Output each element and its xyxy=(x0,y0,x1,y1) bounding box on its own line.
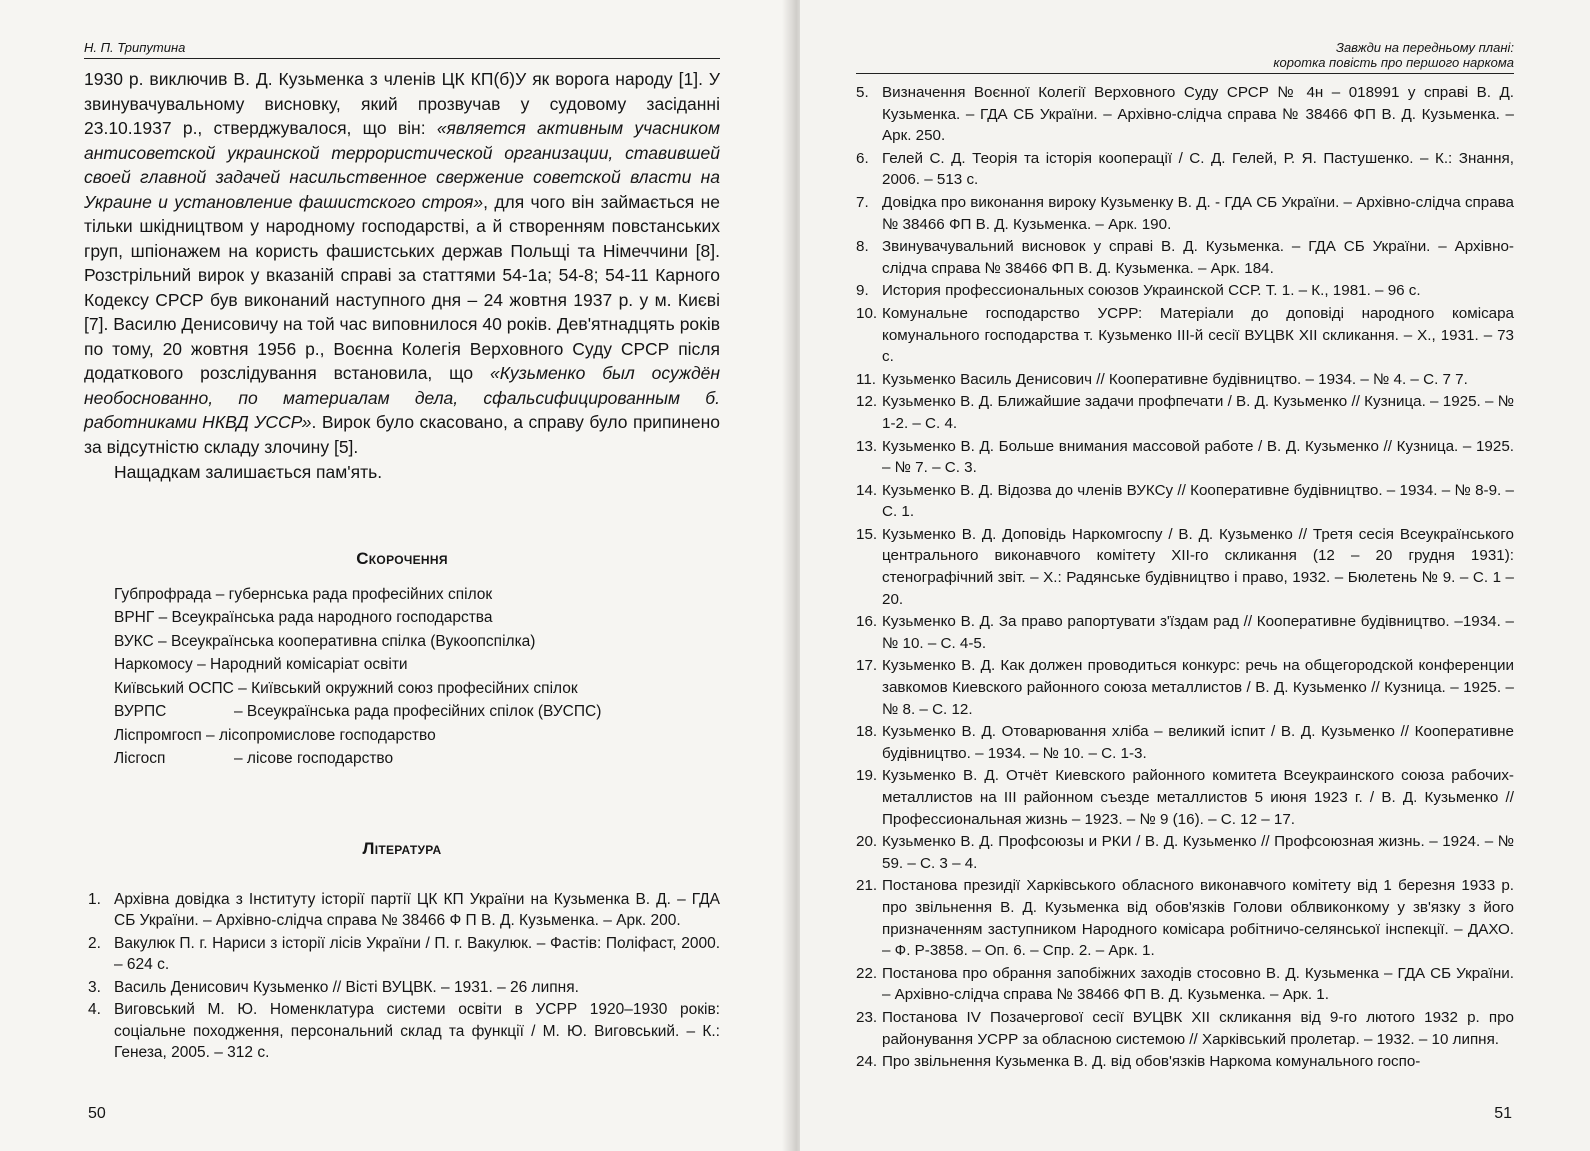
abbreviation-item xyxy=(114,630,720,654)
reference-text: Комунальне господарство УСРР: Матеріали до доповіді народного комісара комунального господарства т. Кузьменко ІІІ-й сесії ВУЦВК ХІІ скликання. – Х., 1931. – 73 с. xyxy=(882,304,1514,366)
paragraph-1-part-1: 1930 р. виключив В. Д. Кузьменка з членів ЦК КП(б)У як ворога народу [1]. У звинувачувальному висновку, який прозвучав у судовому засіданні 23.10.1937 р., стверджувалося, що він: xyxy=(84,69,720,138)
reference-item xyxy=(856,236,1514,279)
reference-item xyxy=(856,963,1514,1006)
left-page-number: 50 xyxy=(88,1105,106,1122)
abbreviation-item xyxy=(114,583,720,607)
reference-text: Кузьменко В. Д. Больше внимания массовой работе / В. Д. Кузьменко // Кузница. – 1925. – № 7. – С. 3. xyxy=(882,437,1514,477)
reference-text: Кузьменко Василь Денисович // Кооперативне будівництво. – 1934. – № 4. – С. 7 7. xyxy=(882,370,1468,388)
abbreviation-definition: – Народний комісаріат освіти xyxy=(192,656,408,673)
reference-text: Довідка про виконання вироку Кузьменку В. Д. - ГДА СБ України. – Архівно-слідча справа № 38466 ФП В. Д. Кузьменка. – Арк. 190. xyxy=(882,193,1514,233)
reference-item xyxy=(856,280,1514,302)
reference-item xyxy=(856,391,1514,434)
abbreviation-term: ВУКС xyxy=(114,632,154,650)
left-reference-list xyxy=(84,889,720,1064)
paragraph-1-quote-2: «Кузьменко был осуждён необоснованно, по материалам дела, сфальсифицированным б. работниками НКВД УССР» xyxy=(84,363,720,432)
abbreviation-definition: – Київський окружний союз професійних спілок xyxy=(233,679,578,697)
reference-item xyxy=(856,1051,1514,1073)
abbreviation-definition: – Всеукраїнська рада народного господарства xyxy=(154,609,493,626)
abbreviation-term: Київський ОСПС xyxy=(114,679,234,697)
paragraph-2-text: Нащадкам залишається пам'ять. xyxy=(114,462,383,482)
reference-item xyxy=(856,436,1514,479)
abbreviation-term: Наркомосу xyxy=(114,656,193,673)
right-running-head xyxy=(856,40,1514,74)
reference-number: 15. xyxy=(856,525,878,543)
reference-number: 6. xyxy=(856,149,869,167)
abbreviation-term: Губпрофрада xyxy=(114,585,212,603)
reference-number: 18. xyxy=(856,723,878,741)
reference-item xyxy=(856,611,1514,654)
abbreviation-definition: – губернська рада професійних спілок xyxy=(211,585,493,603)
right-running-head-line-1: Завжди на передньому плані: xyxy=(1335,40,1514,55)
abbreviation-term: Лісгосп xyxy=(114,750,166,767)
reference-number: 13. xyxy=(856,437,878,455)
paragraph-1-part-5: . Вирок було скасовано, а справу було припинено за відсутністю складу злочину [5]. xyxy=(84,412,720,457)
reference-item xyxy=(856,192,1514,235)
reference-number: 22. xyxy=(856,964,878,982)
reference-number: 14. xyxy=(856,481,878,499)
reference-text: Постанова про обрання запобіжних заходів стосовно В. Д. Кузьменка – ГДА СБ України. – Архівно-слідча справа № 38466 ФП В. Д. Кузьменка. – Арк. 1. xyxy=(882,964,1514,1004)
reference-number: 21. xyxy=(856,877,878,895)
reference-text: Звинувачувальний висновок у справі В. Д. Кузьменка. – ГДА СБ України. – Архівно-слідча справа № 38466 ФП В. Д. Кузьменка. – Арк. 184. xyxy=(882,238,1514,277)
reference-item xyxy=(84,999,720,1064)
reference-text: Кузьменко В. Д. За право рапортувати з'їздам рад // Кооперативне будівництво. –1934. – № 10. – С. 4-5. xyxy=(882,613,1514,652)
right-page-number: 51 xyxy=(1494,1105,1512,1122)
reference-text: Кузьменко В. Д. Відозва до членів ВУКСу // Кооперативне будівництво. – 1934. – № 8-9. – С. 1. xyxy=(882,481,1514,521)
right-page xyxy=(800,0,1590,1151)
reference-text: Постанова президії Харківського обласного виконавчого комітету від 1 березня 1933 р. про звільнення В. Д. Кузьменка від обов'язків Голови облвиконкому у зв'язку з його призначенням заступником Народного комісара робітничо-селянської інспекції. – ДАХО. – Ф. Р-3858. – Оп. 6. – Спр. 2. – Арк. 1. xyxy=(882,877,1514,960)
reference-item xyxy=(84,977,720,999)
right-reference-list xyxy=(856,82,1514,1073)
reference-number: 9. xyxy=(856,282,869,300)
reference-item xyxy=(856,303,1514,368)
reference-text: Вакулюк П. г. Нариси з історії лісів України / П. г. Вакулюк. – Фастів: Поліфаст, 2000. – 624 с. xyxy=(114,934,720,973)
reference-number: 4. xyxy=(88,1001,101,1018)
reference-text: Архівна довідка з Інституту історії партії ЦК КП України на Кузьменка В. Д. – ГДА СБ України. – Архівно-слідча справа № 38466 Ф П В. Д. Кузьменка. – Арк. 200. xyxy=(114,890,720,929)
reference-text: История профессиональных союзов Украинской ССР. Т. 1. – К., 1981. – 96 с. xyxy=(882,282,1421,300)
reference-number: 24. xyxy=(856,1053,878,1071)
abbreviation-item xyxy=(114,747,720,771)
abbreviations-list xyxy=(84,583,720,771)
reference-text: Кузьменко В. Д. Отоварювання хліба – великий іспит / В. Д. Кузьменко // Кооперативне будівництво. – 1934. – № 10. – С. 1-3. xyxy=(882,723,1514,762)
reference-number: 7. xyxy=(856,193,869,211)
reference-item xyxy=(856,369,1514,391)
reference-number: 17. xyxy=(856,657,878,675)
reference-text: Василь Денисович Кузьменко // Вісті ВУЦВК. – 1931. – 26 липня. xyxy=(114,978,579,996)
reference-item xyxy=(856,875,1514,961)
abbreviation-item xyxy=(114,653,720,677)
reference-text: Про звільнення Кузьменка В. Д. від обов'язків Наркома комунального госпо- xyxy=(882,1053,1421,1071)
reference-number: 19. xyxy=(856,767,878,785)
abbreviation-definition: – Всеукраїнська рада професійних спілок (ВУСПС) xyxy=(234,703,602,720)
reference-number: 3. xyxy=(88,978,101,996)
left-page xyxy=(0,0,790,1151)
reference-item xyxy=(856,721,1514,764)
abbreviations-title: Скорочення xyxy=(356,548,448,568)
body-text xyxy=(84,67,720,485)
reference-text: Виговський М. Ю. Номенклатура системи освіти в УСРР 1920–1930 років: соціальне походження, персональний склад та функції / М. Ю. Виговський. – К.: Генеза, 2005. – 312 с. xyxy=(114,1001,720,1061)
reference-item xyxy=(856,524,1514,610)
reference-item xyxy=(856,148,1514,191)
abbreviation-item xyxy=(114,677,720,701)
reference-text: Визначення Воєнної Колегії Верховного Суду СРСР № 4н – 018991 у справі В. Д. Кузьменка. – ГДА СБ України. – Архівно-слідча справа № 38466 ФП В. Д. Кузьменка. – Арк. 250. xyxy=(882,84,1514,145)
abbreviation-item xyxy=(114,606,720,630)
reference-number: 11. xyxy=(856,370,876,388)
reference-item xyxy=(856,831,1514,874)
reference-text: Кузьменко В. Д. Доповідь Наркомгоспу / В. Д. Кузьменко // Третя сесія Всеукраїнського центрального виконавчого комітету ХІІ-го скликання (12 – 20 грудня 1931): стенографічний звіт. – Х.: Радянське будівництво і право, 1932. – Бюлетень № 9. – С. 1 – 20. xyxy=(882,525,1514,608)
abbreviation-definition: – Всеукраїнська кооперативна спілка (Вукоопспілка) xyxy=(153,632,536,650)
reference-number: 20. xyxy=(856,833,878,851)
reference-item xyxy=(856,82,1514,147)
abbreviation-item xyxy=(114,700,720,724)
reference-item xyxy=(84,889,720,932)
reference-text: Кузьменко В. Д. Как должен проводиться конкурс: речь на общегородской конференции завкомов Киевского районного союза металлистов / В. Д. Кузьменко // Кузница. – 1925. – № 8. – С. 12. xyxy=(882,657,1514,718)
reference-item xyxy=(84,933,720,976)
reference-text: Кузьменко В. Д. Ближайшие задачи профпечати / В. Д. Кузьменко // Кузница. – 1925. – № 1-2. – С. 4. xyxy=(882,393,1514,432)
reference-number: 5. xyxy=(856,84,869,101)
reference-number: 23. xyxy=(856,1008,878,1026)
abbreviation-term: ВРНГ xyxy=(114,609,155,626)
literature-title: Література xyxy=(362,838,442,858)
left-running-head: Н. П. Трипутина xyxy=(84,40,720,59)
reference-text: Кузьменко В. Д. Отчёт Киевского районного комитета Всеукраинского союза рабочих-металлистов на ІІІ районном съезде металлистов 5 июня 1923 г. / В. Д. Кузьменко // Профессиональная жизнь – 1923. – № 9 (16). – С. 12 – 17. xyxy=(882,767,1514,828)
right-running-head-line-2: коротка повість про першого наркома xyxy=(1273,55,1514,70)
reference-number: 8. xyxy=(856,238,869,256)
reference-number: 1. xyxy=(88,890,101,908)
paragraph-1-quote-1: «является активным учасником антисоветской украинской террористической организации, ставившей своей главной задачей насильственное свержение советской власти на Украине и установление фашистского строя» xyxy=(84,118,720,212)
paragraph-2 xyxy=(84,460,720,485)
reference-number: 12. xyxy=(856,393,878,411)
reference-number: 2. xyxy=(88,934,101,952)
reference-number: 10. xyxy=(856,304,878,322)
reference-item xyxy=(856,480,1514,523)
abbreviation-definition: – лісопромислове господарство xyxy=(201,726,436,744)
reference-text: Постанова IV Позачергової сесії ВУЦВК ХІІ скликання від 9-го лютого 1932 р. про районування УСРР за обласною системою // Харківський пролетар. – 1932. – 10 липня. xyxy=(882,1008,1514,1048)
paragraph-1-part-3: , для чого він займається не тільки шкідництвом у народному господарстві, а й створенням повстанських груп, шпіонажем на користь фашистських держав Польщі та Німеччини [8]. Розстрільний вирок у вказаній справі за статтями 54-1а; 54-8; 54-11 Карного Кодексу СРСР був виконаний наступного дня – 24 жовтня 1937 р. у м. Києві [7]. Василю Денисовичу на той час виповнилося 40 років. Дев'ятнадцять років по тому, 20 жовтня 1956 р., Воєнна Колегія Верховного Суду СРСР після додаткового розслідування встановила, що xyxy=(84,191,721,383)
paragraph-1 xyxy=(84,67,720,459)
abbreviation-term: ВУРПС xyxy=(114,703,167,720)
reference-text: Кузьменко В. Д. Профсоюзы и РКИ / В. Д. Кузьменко // Профсоюзная жизнь. – 1924. – № 59. – С. 3 – 4. xyxy=(882,833,1514,872)
abbreviation-definition: – лісове господарство xyxy=(234,750,394,767)
reference-text: Гелей С. Д. Теорія та історія кооперації / С. Д. Гелей, Р. Я. Пастушенко. – К.: Знання, 2006. – 513 с. xyxy=(882,149,1514,189)
reference-item xyxy=(856,1007,1514,1050)
reference-number: 16. xyxy=(856,613,878,631)
reference-item xyxy=(856,655,1514,720)
abbreviation-term: Ліспромгосп xyxy=(114,726,202,744)
reference-item xyxy=(856,765,1514,830)
abbreviation-item xyxy=(114,724,720,748)
